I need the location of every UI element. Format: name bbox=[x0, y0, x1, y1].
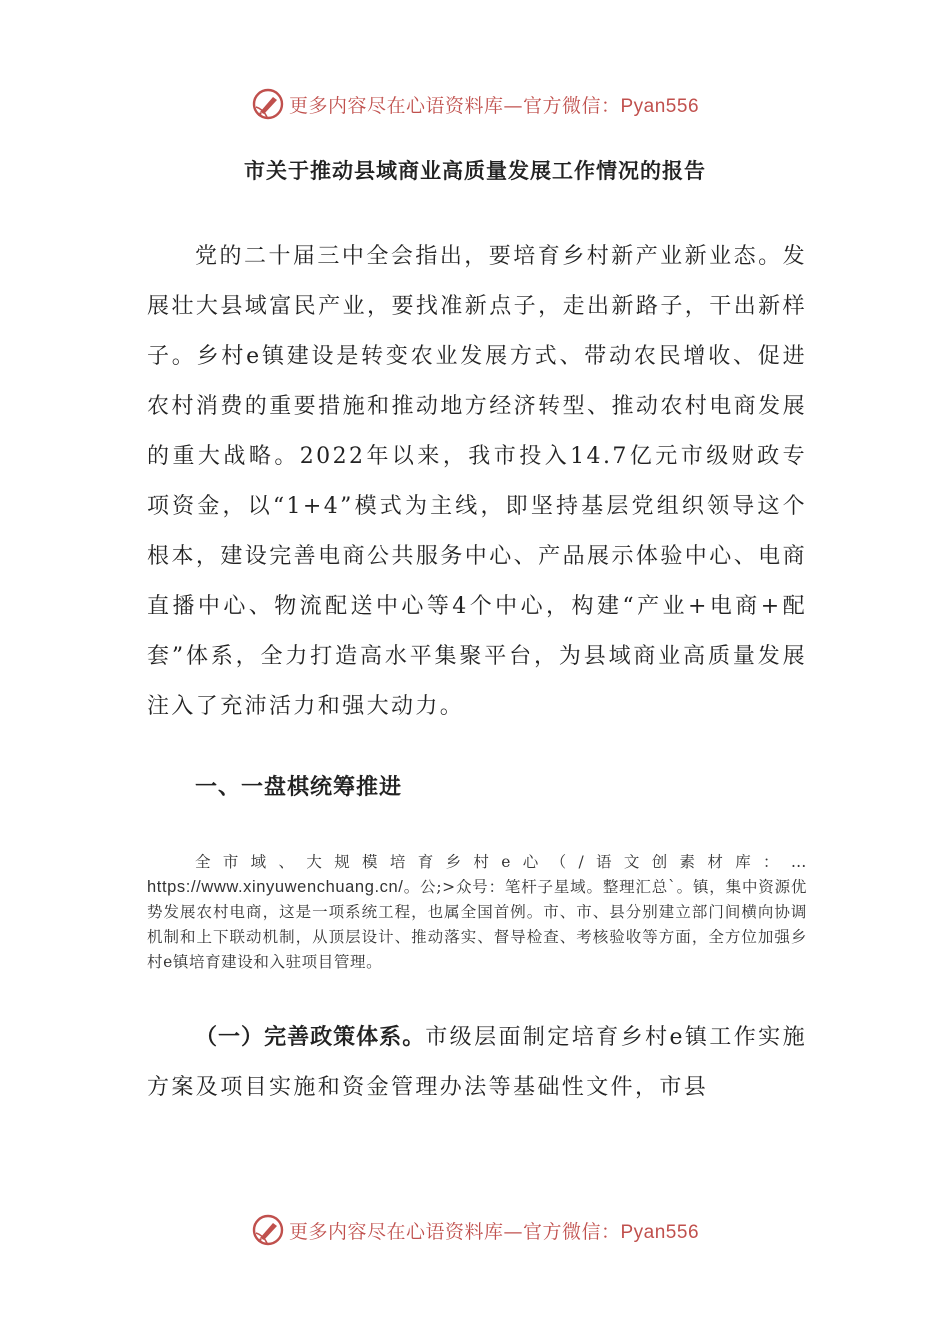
subsection-heading-1: （一）完善政策体系。 bbox=[195, 1024, 426, 1050]
subsection-paragraph-1 bbox=[147, 1012, 807, 1113]
banner-label: 更多内容尽在心语资料库—官方微信： bbox=[288, 1220, 621, 1243]
subsection-text-1: 市级层面制定培育乡村e镇工作实施方案及项目实施和资金管理办法等基础性文件，市县 bbox=[147, 1025, 807, 1100]
wechat-id: Pyan556 bbox=[620, 95, 700, 117]
banner-text bbox=[289, 1217, 699, 1244]
banner-text bbox=[289, 91, 699, 118]
section1-para-start: 全市域、大规模培育乡村e心（/语文创素材库：… bbox=[195, 853, 807, 871]
source-url: https://www.xinyuwenchuang.cn/ bbox=[147, 878, 404, 896]
header-banner bbox=[0, 84, 950, 124]
section1-para-rest: 。公;>众号：笔杆子星域。整理汇总`。镇，集中资源优势发展农村电商，这是一项系统工程，也属全国首例。市、市、县分别建立部门间横向协调机制和上下联动机制，从顶层设计、推动落实、督导检查、考核验收等方面，全方位加强乡村e镇培育建设和入驻项目管理。 bbox=[147, 878, 807, 971]
document-title: 市关于推动县域商业高质量发展工作情况的报告 bbox=[244, 158, 706, 183]
footer-banner bbox=[0, 1210, 950, 1250]
wechat-id: Pyan556 bbox=[620, 1221, 700, 1243]
section1-paragraph bbox=[147, 850, 807, 975]
intro-paragraph: 党的二十届三中全会指出，要培育乡村新产业新业态。发展壮大县域富民产业，要找准新点子，走出新路子，干出新样子。乡村e镇建设是转变农业发展方式、带动农民增收、促进农村消费的重要措施和推动地方经济转型、推动农村电商发展的重大战略。2022年以来，我市投入14.7亿元市级财政专项资金，以“1+4”模式为主线，即坚持基层党组织领导这个根本，建设完善电商公共服务中心、产品展示体验中心、电商直播中心、物流配送中心等4个中心，构建“产业+电商+配套”体系，全力打造高水平集聚平台，为县域商业高质量发展注入了充沛活力和强大动力。 bbox=[147, 244, 807, 719]
pen-logo-icon bbox=[251, 1213, 285, 1247]
section-heading-1: 一、一盘棋统筹推进 bbox=[195, 774, 403, 800]
banner-label: 更多内容尽在心语资料库—官方微信： bbox=[288, 94, 621, 117]
pen-logo-icon bbox=[251, 87, 285, 121]
